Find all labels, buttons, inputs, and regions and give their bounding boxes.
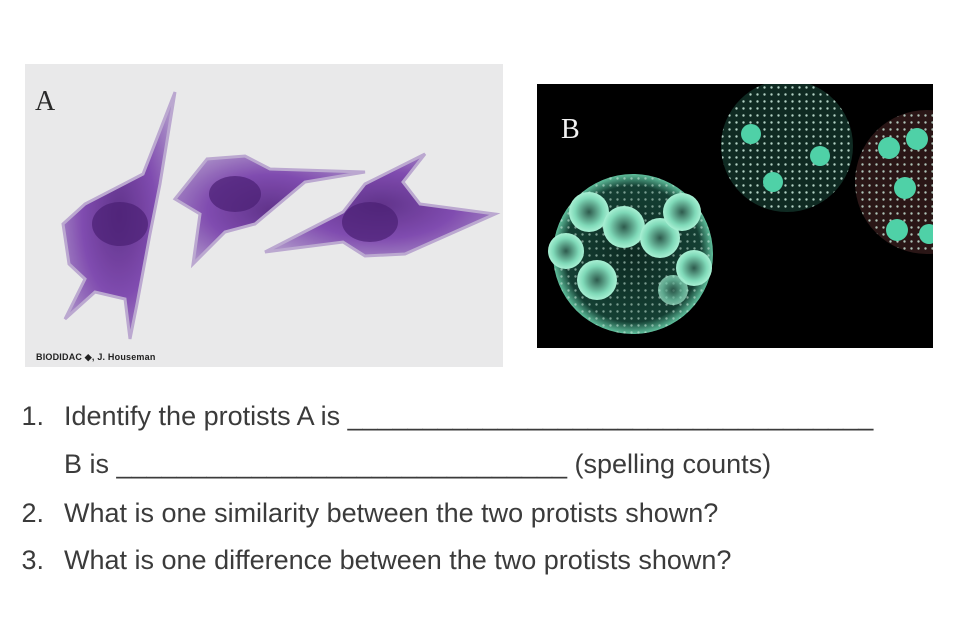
dinoflagellate-cell-1 bbox=[63, 92, 175, 339]
volvox-colony-top bbox=[721, 84, 853, 212]
question-1 bbox=[0, 400, 873, 432]
protist-image-b bbox=[537, 84, 933, 348]
question-number: 2. bbox=[21, 498, 44, 528]
question-1-part-b bbox=[64, 448, 771, 480]
question-text: Identify the protists A is ___________________________________ bbox=[64, 401, 874, 431]
protist-image-a bbox=[25, 64, 503, 367]
question-text: What is one similarity between the two protists shown? bbox=[64, 498, 719, 528]
volvox-illustration bbox=[537, 84, 933, 348]
question-2 bbox=[0, 497, 718, 529]
question-3 bbox=[0, 544, 731, 576]
question-number: 1. bbox=[21, 401, 44, 431]
image-credit: BIODIDAC ◆, J. Houseman bbox=[36, 352, 156, 362]
volvox-colony-right bbox=[855, 110, 933, 254]
volvox-colony-large bbox=[548, 174, 713, 334]
question-number: 3. bbox=[21, 545, 44, 575]
dinoflagellate-illustration bbox=[25, 64, 503, 367]
question-text: B is ______________________________ (spelling counts) bbox=[64, 449, 772, 479]
question-text: What is one difference between the two protists shown? bbox=[64, 545, 732, 575]
image-label-a: A bbox=[35, 86, 56, 117]
image-label-b: B bbox=[561, 114, 580, 145]
